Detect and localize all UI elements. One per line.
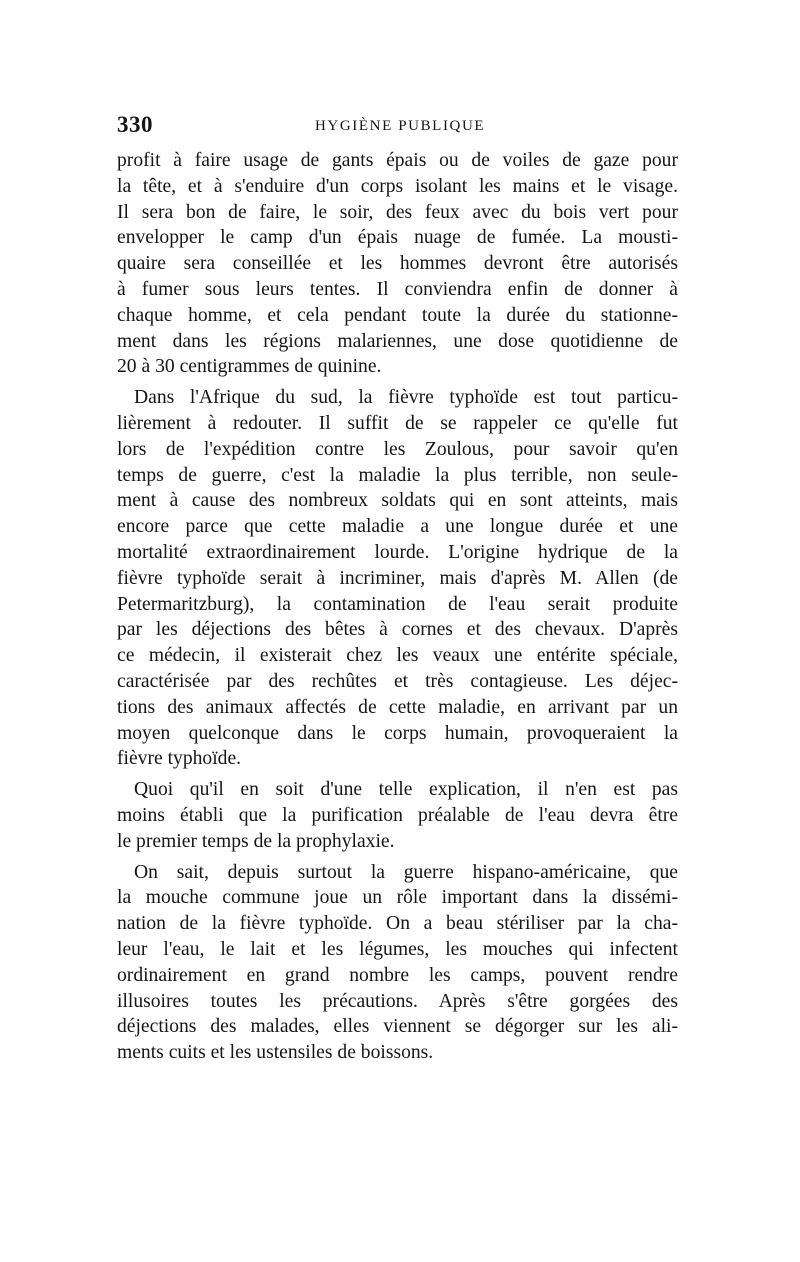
text-line: ment à cause des nombreux soldats qui en sont atteints, mais [117, 490, 678, 512]
text-line: caractérisée par des rechûtes et très contagieuse. Les déjec- [117, 670, 678, 692]
text-line: lors de l'expédition contre les Zoulous, pour savoir qu'en [117, 438, 678, 460]
text-line: temps de guerre, c'est la maladie la plus terrible, non seule- [117, 464, 678, 486]
text-line: leur l'eau, le lait et les légumes, les mouches qui infectent [117, 938, 678, 960]
text-line: tions des animaux affectés de cette maladie, en arrivant par un [117, 696, 678, 718]
text-line: chaque homme, et cela pendant toute la durée du stationne- [117, 304, 678, 326]
text-line: par les déjections des bêtes à cornes et des chevaux. D'après [117, 619, 678, 641]
paragraph-3 [117, 777, 678, 854]
text-line: Dans l'Afrique du sud, la fièvre typhoïde est tout particu- [134, 387, 678, 409]
text-line: le premier temps de la prophylaxie. [117, 830, 395, 852]
body-text [117, 148, 678, 1071]
text-line: ments cuits et les ustensiles de boissons. [117, 1042, 434, 1064]
text-line: mortalité extraordinairement lourde. L'origine hydrique de la [117, 541, 678, 563]
text-line: illusoires toutes les précautions. Après s'être gorgées des [117, 990, 678, 1012]
running-title: HYGIÈNE PUBLIQUE [315, 118, 486, 134]
text-line: moins établi que la purification préalable de l'eau devra être [117, 804, 678, 826]
paragraph-2 [117, 385, 678, 772]
text-line: Quoi qu'il en soit d'une telle explication, il n'en est pas [134, 779, 678, 801]
text-line: encore parce que cette maladie a une longue durée et une [117, 516, 678, 538]
text-line: ment dans les régions malariennes, une dose quotidienne de [117, 330, 678, 352]
text-line: 20 à 30 centigrammes de quinine. [117, 356, 382, 378]
text-line: déjections des malades, elles viennent se dégorger sur les ali- [117, 1016, 678, 1038]
text-line: ce médecin, il existerait chez les veaux une entérite spéciale, [117, 645, 678, 667]
text-line: moyen quelconque dans le corps humain, provoqueraient la [117, 722, 678, 744]
text-line: profit à faire usage de gants épais ou de voiles de gaze pour [117, 150, 678, 171]
text-line: lièrement à redouter. Il suffit de se rappeler ce qu'elle fut [117, 412, 678, 434]
text-line: Petermaritzburg), la contamination de l'eau serait produite [117, 593, 678, 615]
text-line: à fumer sous leurs tentes. Il conviendra enfin de donner à [117, 278, 678, 300]
text-line: ordinairement en grand nombre les camps, pouvent rendre [117, 964, 678, 986]
text-line: On sait, depuis surtout la guerre hispano-américaine, que [134, 861, 678, 883]
text-line: Il sera bon de faire, le soir, des feux avec du bois vert pour [117, 201, 678, 223]
text-line: quaire sera conseillée et les hommes devront être autorisés [117, 253, 678, 275]
running-header [117, 112, 677, 142]
page-number: 330 [117, 112, 153, 137]
text-line: nation de la fièvre typhoïde. On a beau stériliser par la cha- [117, 913, 678, 935]
text-line: la mouche commune joue un rôle important dans la dissémi- [117, 887, 678, 909]
text-line: envelopper le camp d'un épais nuage de fumée. La mousti- [117, 227, 678, 249]
text-line: fièvre typhoïde serait à incriminer, mais d'après M. Allen (de [117, 567, 678, 589]
text-line: la tête, et à s'enduire d'un corps isolant les mains et le visage. [117, 175, 678, 197]
text-line: fièvre typhoïde. [117, 748, 242, 770]
paragraph-4 [117, 860, 678, 1066]
paragraph-1 [117, 148, 678, 380]
